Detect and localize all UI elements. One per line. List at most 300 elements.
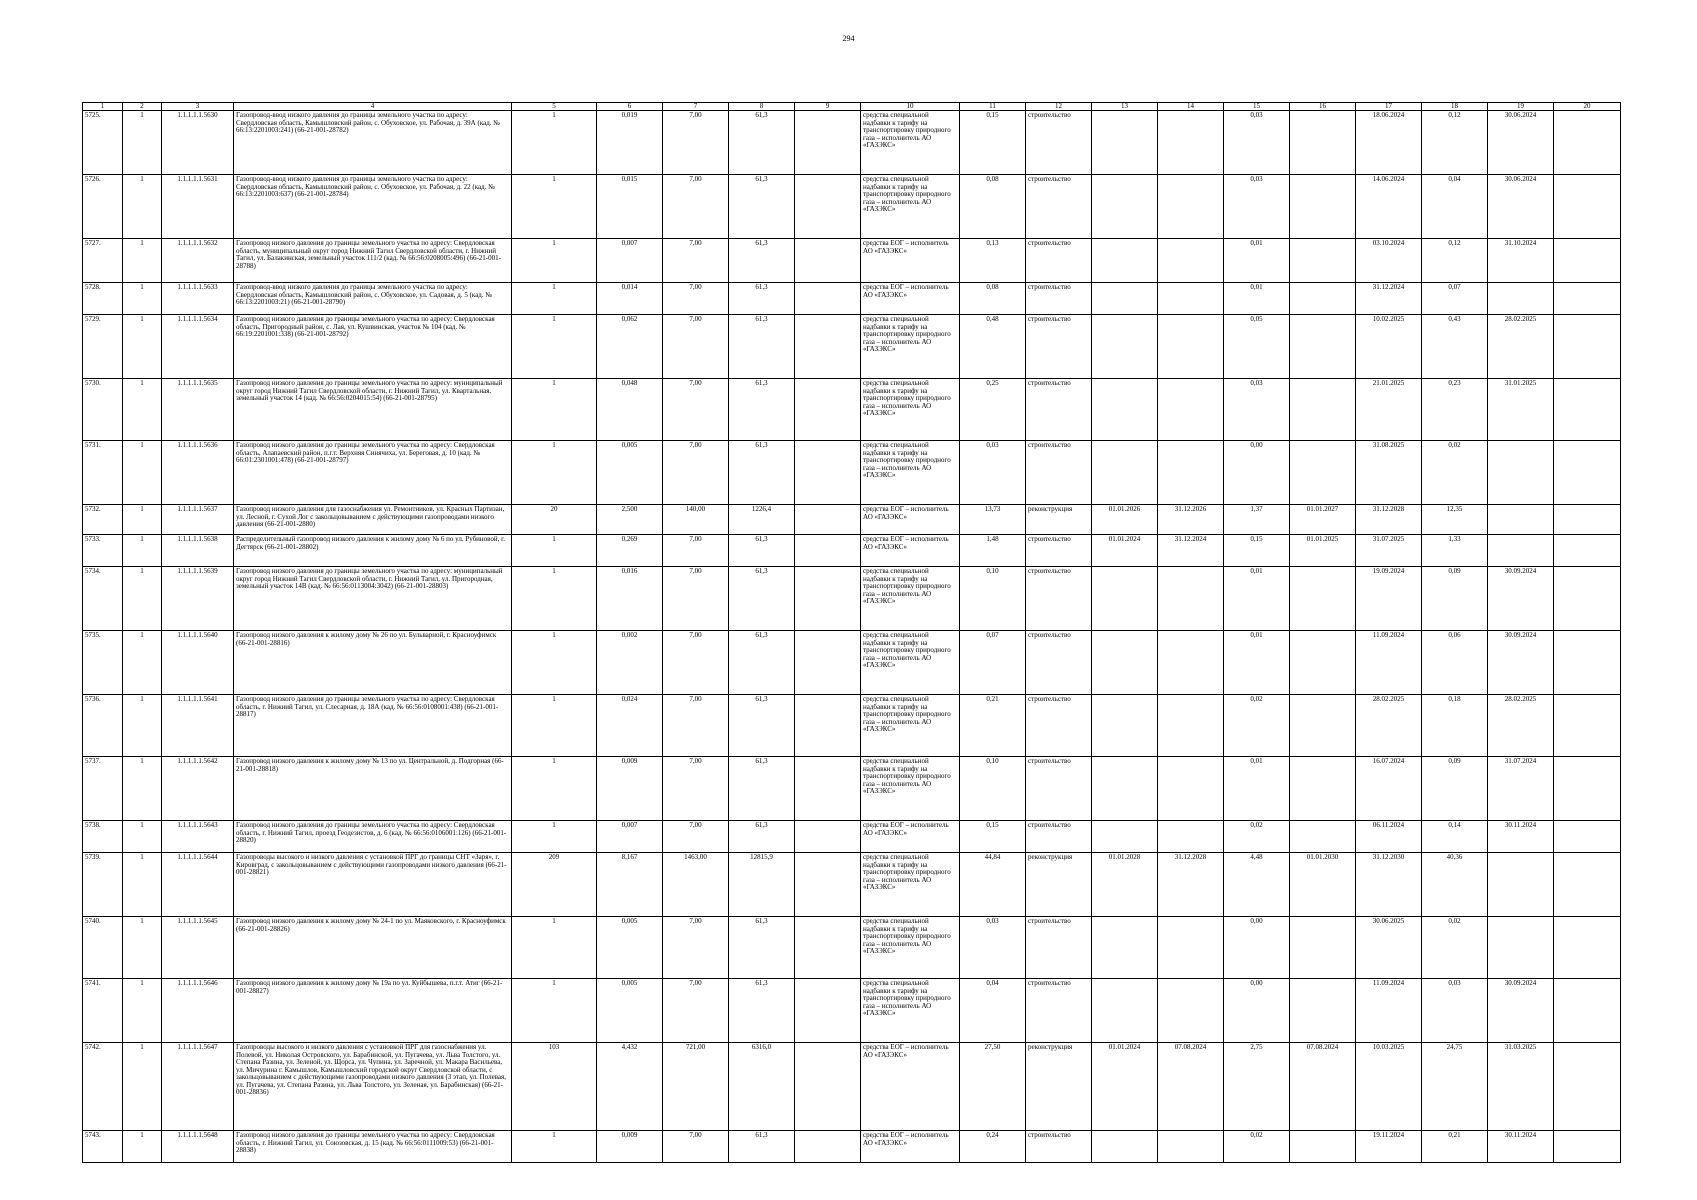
table-cell: 61,3 xyxy=(729,757,795,821)
table-cell: Газопровод низкого давления до границы земельного участка по адресу: муниципальный округ город Нижний Тагил Свердловской области, г. Нижний Тагил, ул. Пригородная, земельный участок 14В (кад. № 66:56:0113004:3042) (66-21-001-28803) xyxy=(234,567,512,631)
table-cell: средства специальной надбавки к тарифу на транспортировку природного газа – исполнитель АО «ГАЗЭКС» xyxy=(861,567,960,631)
table-cell: 0,25 xyxy=(960,379,1026,441)
table-cell: строительство xyxy=(1026,567,1092,631)
table-cell: 28.02.2025 xyxy=(1488,695,1554,757)
column-header: 3 xyxy=(162,103,234,111)
table-cell: 10.02.2025 xyxy=(1356,315,1422,379)
table-cell: 1 xyxy=(512,379,597,441)
table-cell: 0,01 xyxy=(1224,631,1290,695)
table-cell: 0,01 xyxy=(1224,567,1290,631)
table-cell: 30.09.2024 xyxy=(1488,631,1554,695)
table-cell: 0,01 xyxy=(1224,239,1290,283)
table-cell xyxy=(1158,631,1224,695)
table-cell: 7,00 xyxy=(663,567,729,631)
column-header: 18 xyxy=(1422,103,1488,111)
table-cell xyxy=(1092,1131,1158,1163)
table-cell: 1 xyxy=(512,175,597,239)
table-cell xyxy=(1092,757,1158,821)
table-row xyxy=(83,379,1621,441)
table-cell: средства специальной надбавки к тарифу на транспортировку природного газа – исполнитель АО «ГАЗЭКС» xyxy=(861,757,960,821)
table-cell: 0,03 xyxy=(1422,979,1488,1043)
table-cell xyxy=(1290,979,1356,1043)
table-cell xyxy=(1554,757,1621,821)
table-cell: 40,36 xyxy=(1422,853,1488,917)
table-cell xyxy=(795,111,861,175)
table-cell: 1.1.1.1.1.5632 xyxy=(162,239,234,283)
table-cell: 7,00 xyxy=(663,695,729,757)
table-cell: 0,21 xyxy=(960,695,1026,757)
table-cell: 31.01.2025 xyxy=(1488,379,1554,441)
table-cell xyxy=(1554,175,1621,239)
table-row xyxy=(83,757,1621,821)
table-cell: средства специальной надбавки к тарифу на транспортировку природного газа – исполнитель АО «ГАЗЭКС» xyxy=(861,631,960,695)
column-header: 19 xyxy=(1488,103,1554,111)
table-cell: 7,00 xyxy=(663,917,729,979)
table-cell: 1226,4 xyxy=(729,505,795,535)
table-cell: 5743. xyxy=(83,1131,123,1163)
table-cell xyxy=(1554,239,1621,283)
table-cell: 12,35 xyxy=(1422,505,1488,535)
table-row xyxy=(83,111,1621,175)
table-cell: 01.01.2028 xyxy=(1092,853,1158,917)
table-cell: 6316,0 xyxy=(729,1043,795,1131)
table-cell: 0,14 xyxy=(1422,821,1488,853)
table-cell: 01.01.2027 xyxy=(1290,505,1356,535)
column-header: 5 xyxy=(512,103,597,111)
table-cell: 61,3 xyxy=(729,979,795,1043)
table-cell: 1 xyxy=(512,111,597,175)
table-cell xyxy=(795,1043,861,1131)
table-cell xyxy=(795,1131,861,1163)
table-cell: 0,02 xyxy=(1422,441,1488,505)
table-cell: 31.12.2026 xyxy=(1158,505,1224,535)
table-cell: 30.11.2024 xyxy=(1488,1131,1554,1163)
table-cell: 61,3 xyxy=(729,1131,795,1163)
table-cell: 1 xyxy=(123,441,162,505)
table-cell: 31.12.2028 xyxy=(1158,853,1224,917)
table-cell: 7,00 xyxy=(663,441,729,505)
table-cell: 0,15 xyxy=(960,111,1026,175)
table-cell: строительство xyxy=(1026,283,1092,315)
table-cell xyxy=(1092,917,1158,979)
table-cell: 30.06.2024 xyxy=(1488,175,1554,239)
table-cell: 5728. xyxy=(83,283,123,315)
table-cell: 07.08.2024 xyxy=(1290,1043,1356,1131)
table-cell: строительство xyxy=(1026,757,1092,821)
table-cell: 16.07.2024 xyxy=(1356,757,1422,821)
table-cell xyxy=(1554,315,1621,379)
table-cell: 0,02 xyxy=(1422,917,1488,979)
table-cell: строительство xyxy=(1026,175,1092,239)
table-cell xyxy=(1158,239,1224,283)
table-cell: 0,05 xyxy=(1224,315,1290,379)
table-cell: 1.1.1.1.1.5638 xyxy=(162,535,234,567)
table-cell: 14.06.2024 xyxy=(1356,175,1422,239)
table-cell: 01.01.2030 xyxy=(1290,853,1356,917)
table-cell xyxy=(795,757,861,821)
table-cell xyxy=(1290,1131,1356,1163)
table-cell: 0,01 xyxy=(1224,757,1290,821)
table-cell: строительство xyxy=(1026,535,1092,567)
table-cell xyxy=(1158,175,1224,239)
table-cell: средства специальной надбавки к тарифу на транспортировку природного газа – исполнитель АО «ГАЗЭКС» xyxy=(861,441,960,505)
table-cell: 30.06.2024 xyxy=(1488,111,1554,175)
table-cell: 1.1.1.1.1.5635 xyxy=(162,379,234,441)
table-cell xyxy=(1158,821,1224,853)
table-row xyxy=(83,239,1621,283)
table-cell: 1.1.1.1.1.5631 xyxy=(162,175,234,239)
table-cell xyxy=(1158,111,1224,175)
table-cell: 5733. xyxy=(83,535,123,567)
table-cell: 0,15 xyxy=(1224,535,1290,567)
table-cell: средства специальной надбавки к тарифу на транспортировку природного газа – исполнитель АО «ГАЗЭКС» xyxy=(861,111,960,175)
table-cell: 1.1.1.1.1.5642 xyxy=(162,757,234,821)
table-cell xyxy=(795,441,861,505)
table-cell: 1 xyxy=(512,441,597,505)
table-cell xyxy=(1158,917,1224,979)
table-cell xyxy=(1092,379,1158,441)
table-cell: 61,3 xyxy=(729,379,795,441)
table-cell: 0,269 xyxy=(597,535,663,567)
table-cell: строительство xyxy=(1026,379,1092,441)
table-cell: 1.1.1.1.1.5633 xyxy=(162,283,234,315)
table-cell: 5730. xyxy=(83,379,123,441)
data-table xyxy=(82,102,1621,1163)
table-cell: 61,3 xyxy=(729,917,795,979)
table-cell: средства ЕОГ – исполнитель АО «ГАЗЭКС» xyxy=(861,1131,960,1163)
table-cell: реконструкция xyxy=(1026,853,1092,917)
table-cell xyxy=(795,979,861,1043)
table-cell: 01.01.2024 xyxy=(1092,535,1158,567)
column-header: 4 xyxy=(234,103,512,111)
table-cell: 209 xyxy=(512,853,597,917)
table-cell: 0,03 xyxy=(1224,111,1290,175)
table-cell: 19.09.2024 xyxy=(1356,567,1422,631)
table-cell: Газопровод низкого давления до границы земельного участка по адресу: Свердловская область, Алапаевский район, п.г.т. Верхняя Синячиха, ул. Береговая, д. 10 (кад. № 66:01:2301001:478) (66-21-001-28797) xyxy=(234,441,512,505)
table-cell: 1.1.1.1.1.5643 xyxy=(162,821,234,853)
table-cell xyxy=(1290,379,1356,441)
table-cell xyxy=(1092,631,1158,695)
table-cell xyxy=(795,567,861,631)
table-cell: Газопровод низкого давления к жилому дому № 13 по ул. Центральной, д. Подгорная (66-21-001-28818) xyxy=(234,757,512,821)
table-row xyxy=(83,567,1621,631)
table-cell: 1 xyxy=(123,239,162,283)
table-cell: 1.1.1.1.1.5634 xyxy=(162,315,234,379)
table-cell xyxy=(1158,441,1224,505)
column-header: 14 xyxy=(1158,103,1224,111)
table-cell: 5729. xyxy=(83,315,123,379)
table-cell: 1 xyxy=(123,1131,162,1163)
table-cell xyxy=(1488,853,1554,917)
table-row xyxy=(83,1043,1621,1131)
table-cell: 0,007 xyxy=(597,239,663,283)
table-cell: 61,3 xyxy=(729,821,795,853)
table-cell: 1,48 xyxy=(960,535,1026,567)
table-cell: 44,84 xyxy=(960,853,1026,917)
table-cell: 30.09.2024 xyxy=(1488,567,1554,631)
table-cell: 0,10 xyxy=(960,567,1026,631)
table-cell: реконструкция xyxy=(1026,505,1092,535)
table-cell: 5741. xyxy=(83,979,123,1043)
table-cell: 1.1.1.1.1.5637 xyxy=(162,505,234,535)
table-cell xyxy=(1158,979,1224,1043)
table-cell xyxy=(1554,979,1621,1043)
table-cell xyxy=(795,535,861,567)
table-cell: 1 xyxy=(123,757,162,821)
table-cell: 1463,00 xyxy=(663,853,729,917)
table-cell: 01.01.2024 xyxy=(1092,1043,1158,1131)
table-row xyxy=(83,535,1621,567)
table-cell: 5734. xyxy=(83,567,123,631)
table-cell: 0,00 xyxy=(1224,441,1290,505)
table-cell: Газопровод низкого давления до границы земельного участка по адресу: Свердловская область, муниципальный округ город Нижний Тагил Свердловской области, г. Нижний Тагил, ул. Балакинская, земельный участок 111/2 (кад. № 66:56:0208005:496) (66-21-001-28788) xyxy=(234,239,512,283)
table-cell: 5738. xyxy=(83,821,123,853)
table-cell: 1.1.1.1.1.5639 xyxy=(162,567,234,631)
table-cell: 0,03 xyxy=(960,441,1026,505)
column-header: 2 xyxy=(123,103,162,111)
table-cell: Газопровод-ввод низкого давления до границы земельного участка по адресу: Свердловская область, Камышловский район, с. Обуховское, ул. Рабочая, д. 22 (кад. № 66:13:2201003:637) (66-21-001-28784) xyxy=(234,175,512,239)
table-cell: 7,00 xyxy=(663,757,729,821)
table-cell xyxy=(1554,283,1621,315)
table-cell: 7,00 xyxy=(663,315,729,379)
table-cell: 5725. xyxy=(83,111,123,175)
table-cell: 7,00 xyxy=(663,239,729,283)
table-cell: 1.1.1.1.1.5636 xyxy=(162,441,234,505)
table-cell xyxy=(795,505,861,535)
table-cell: 18.06.2024 xyxy=(1356,111,1422,175)
table-cell xyxy=(1488,917,1554,979)
table-cell xyxy=(1092,441,1158,505)
table-cell: 0,03 xyxy=(1224,379,1290,441)
table-cell: 07.08.2024 xyxy=(1158,1043,1224,1131)
table-cell: 0,12 xyxy=(1422,111,1488,175)
table-cell xyxy=(1554,1043,1621,1131)
table-cell: 1,37 xyxy=(1224,505,1290,535)
table-cell: 0,04 xyxy=(1422,175,1488,239)
table-cell: средства специальной надбавки к тарифу на транспортировку природного газа – исполнитель АО «ГАЗЭКС» xyxy=(861,979,960,1043)
table-row xyxy=(83,979,1621,1043)
table-cell xyxy=(1092,315,1158,379)
table-cell xyxy=(1554,441,1621,505)
table-cell xyxy=(1158,315,1224,379)
table-cell: 01.01.2026 xyxy=(1092,505,1158,535)
table-cell xyxy=(795,695,861,757)
table-cell: 1 xyxy=(512,1131,597,1163)
table-cell: 0,07 xyxy=(960,631,1026,695)
table-cell: 1 xyxy=(123,853,162,917)
table-cell: 61,3 xyxy=(729,175,795,239)
table-cell: 1 xyxy=(512,283,597,315)
column-header: 7 xyxy=(663,103,729,111)
table-cell: 1.1.1.1.1.5645 xyxy=(162,917,234,979)
table-cell: 61,3 xyxy=(729,567,795,631)
table-cell: 0,062 xyxy=(597,315,663,379)
table-cell: 1 xyxy=(123,979,162,1043)
column-header: 8 xyxy=(729,103,795,111)
table-cell: 0,06 xyxy=(1422,631,1488,695)
table-row xyxy=(83,283,1621,315)
table-cell xyxy=(1158,1131,1224,1163)
table-cell: 1 xyxy=(123,917,162,979)
table-cell: 1 xyxy=(512,631,597,695)
table-cell: 1.1.1.1.1.5640 xyxy=(162,631,234,695)
page-number: 294 xyxy=(842,34,855,43)
table-cell: 1 xyxy=(123,535,162,567)
table-cell: 5739. xyxy=(83,853,123,917)
table-row xyxy=(83,175,1621,239)
table-cell: 1 xyxy=(123,175,162,239)
table-row xyxy=(83,917,1621,979)
table-cell: 13,73 xyxy=(960,505,1026,535)
table-cell: 0,009 xyxy=(597,1131,663,1163)
table-cell: 0,15 xyxy=(960,821,1026,853)
table-cell: средства ЕОГ – исполнитель АО «ГАЗЭКС» xyxy=(861,1043,960,1131)
table-cell: строительство xyxy=(1026,979,1092,1043)
header-row xyxy=(83,103,1621,111)
table-cell xyxy=(1158,379,1224,441)
table-cell: Газопровод низкого давления для газоснабжения ул. Ремонтников, ул. Красных Партизан, ул. Лесной, г. Сухой Лог с закольцовыванием с действующими газопроводами низкого давления (66-21-001-2880) xyxy=(234,505,512,535)
table-cell: 1.1.1.1.1.5647 xyxy=(162,1043,234,1131)
table-cell xyxy=(1092,567,1158,631)
table-cell: 1 xyxy=(512,315,597,379)
table-cell: 8,167 xyxy=(597,853,663,917)
table-cell: 28.02.2025 xyxy=(1488,315,1554,379)
table-cell: 11.09.2024 xyxy=(1356,979,1422,1043)
table-cell: средства специальной надбавки к тарифу на транспортировку природного газа – исполнитель АО «ГАЗЭКС» xyxy=(861,379,960,441)
table-cell: 7,00 xyxy=(663,631,729,695)
table-cell: 0,48 xyxy=(960,315,1026,379)
table-cell: средства ЕОГ – исполнитель АО «ГАЗЭКС» xyxy=(861,821,960,853)
table-cell: 721,00 xyxy=(663,1043,729,1131)
table-cell: 0,016 xyxy=(597,567,663,631)
table-cell: Газопровод низкого давления до границы земельного участка по адресу: Свердловская область, г. Нижний Тагил, ул. Союзовская, д. 15 (кад. № 66:56:0111009:53) (66-21-001-28838) xyxy=(234,1131,512,1163)
table-cell: 30.11.2024 xyxy=(1488,821,1554,853)
table-cell: 0,10 xyxy=(960,757,1026,821)
table-cell xyxy=(795,917,861,979)
table-cell xyxy=(1554,111,1621,175)
table-cell xyxy=(1290,175,1356,239)
table-cell: 7,00 xyxy=(663,283,729,315)
table-row xyxy=(83,853,1621,917)
table-cell: 1 xyxy=(123,631,162,695)
table-cell: 7,00 xyxy=(663,979,729,1043)
table-cell: 61,3 xyxy=(729,111,795,175)
table-cell xyxy=(1554,695,1621,757)
table-cell: 5740. xyxy=(83,917,123,979)
table-cell xyxy=(1290,821,1356,853)
table-cell: 0,03 xyxy=(1224,175,1290,239)
table-row xyxy=(83,505,1621,535)
table-cell: Газопровод-ввод низкого давления до границы земельного участка по адресу: Свердловская область, Камышловский район, с. Обуховское, ул. Садовая, д. 5 (кад. № 66:13:2201003:21) (66-21-001-28790) xyxy=(234,283,512,315)
table-cell: 1 xyxy=(512,917,597,979)
table-row xyxy=(83,695,1621,757)
table-cell: строительство xyxy=(1026,315,1092,379)
table-cell: 7,00 xyxy=(663,175,729,239)
table-cell: 0,048 xyxy=(597,379,663,441)
table-cell: 0,08 xyxy=(960,175,1026,239)
table-cell: 0,014 xyxy=(597,283,663,315)
table-cell: 31.12.2028 xyxy=(1356,505,1422,535)
table-cell: 0,015 xyxy=(597,175,663,239)
table-cell xyxy=(1158,567,1224,631)
table-cell xyxy=(1158,695,1224,757)
table-cell: 2,75 xyxy=(1224,1043,1290,1131)
table-cell: 1 xyxy=(123,695,162,757)
table-cell: строительство xyxy=(1026,821,1092,853)
table-cell xyxy=(1554,535,1621,567)
table-cell: 12815,9 xyxy=(729,853,795,917)
table-cell: реконструкция xyxy=(1026,1043,1092,1131)
table-cell: Газопроводы высокого и низкого давления с установкой ПРГ для газоснабжения ул. Полевой, ул. Николая Островского, ул. Барабинской, ул. Пугачева, ул. Льва Толстого, ул. Степана Разина, ул. Зеленой, ул. Щорса, ул. Чупина, ул. Заречной, ул. Макара Васильева, ул. Мичурина г. Камышлов, Камышловский городской округ Свердловской области, с закольцовыванием с действующими газопроводами низкого давления (3 этап, ул. Полевая, ул. Пугачева, ул. Степана Разина, ул. Льва Толстого, ул. Зеленая, ул. Барабинская) (66-21-001-28836) xyxy=(234,1043,512,1131)
table-cell xyxy=(1290,917,1356,979)
table-cell: 0,09 xyxy=(1422,567,1488,631)
table-cell: строительство xyxy=(1026,695,1092,757)
table-cell xyxy=(1488,505,1554,535)
table-cell: 5735. xyxy=(83,631,123,695)
table-cell: 0,00 xyxy=(1224,979,1290,1043)
table-cell: Газопровод низкого давления до границы земельного участка по адресу: Свердловская область, г. Нижний Тагил, ул. Слесарная, д. 18А (кад. № 66:56:0108001:438) (66-21-001-28817) xyxy=(234,695,512,757)
table-cell: 1.1.1.1.1.5648 xyxy=(162,1131,234,1163)
table-cell: 7,00 xyxy=(663,821,729,853)
table-cell xyxy=(1092,695,1158,757)
table-cell: строительство xyxy=(1026,239,1092,283)
table-cell: 7,00 xyxy=(663,1131,729,1163)
table-cell: 2,500 xyxy=(597,505,663,535)
table-cell: 1,33 xyxy=(1422,535,1488,567)
table-cell: средства специальной надбавки к тарифу на транспортировку природного газа – исполнитель АО «ГАЗЭКС» xyxy=(861,853,960,917)
table-cell: 1 xyxy=(512,535,597,567)
table-cell: средства ЕОГ – исполнитель АО «ГАЗЭКС» xyxy=(861,535,960,567)
table-cell: Газопровод низкого давления к жилому дому № 24-1 по ул. Маяковского, г. Красноуфимск (66-21-001-28826) xyxy=(234,917,512,979)
table-cell: 1 xyxy=(123,821,162,853)
table-cell: 28.02.2025 xyxy=(1356,695,1422,757)
table-cell xyxy=(1158,283,1224,315)
table-cell xyxy=(795,853,861,917)
table-cell: 0,009 xyxy=(597,757,663,821)
table-cell: 1 xyxy=(123,283,162,315)
table-cell: 0,43 xyxy=(1422,315,1488,379)
table-cell xyxy=(795,379,861,441)
table-cell: 7,00 xyxy=(663,535,729,567)
table-cell xyxy=(1488,283,1554,315)
table-cell: 10.03.2025 xyxy=(1356,1043,1422,1131)
table-cell: 1 xyxy=(123,505,162,535)
table-cell: 0,002 xyxy=(597,631,663,695)
table-cell: 61,3 xyxy=(729,315,795,379)
table-cell xyxy=(1554,505,1621,535)
table-cell xyxy=(795,631,861,695)
table-cell: 1.1.1.1.1.5644 xyxy=(162,853,234,917)
table-cell xyxy=(795,821,861,853)
table-cell xyxy=(1290,567,1356,631)
column-header: 10 xyxy=(861,103,960,111)
table-cell: 0,04 xyxy=(960,979,1026,1043)
table-cell: 1 xyxy=(512,821,597,853)
table-cell: 0,007 xyxy=(597,821,663,853)
table-cell: 1.1.1.1.1.5646 xyxy=(162,979,234,1043)
table-cell xyxy=(1290,441,1356,505)
table-cell: 31.07.2025 xyxy=(1356,535,1422,567)
table-cell: 4,48 xyxy=(1224,853,1290,917)
table-cell: Газопроводы высокого и низкого давления с установкой ПРГ до границы СНТ «Заря», г. Кировград, с закольцовыванием с действующими газопроводами низкого давления (66-21-001-28821) xyxy=(234,853,512,917)
table-cell: 31.10.2024 xyxy=(1488,239,1554,283)
table-cell: 01.01.2025 xyxy=(1290,535,1356,567)
column-header: 17 xyxy=(1356,103,1422,111)
table-cell xyxy=(1290,239,1356,283)
table-cell: 1 xyxy=(123,315,162,379)
table-cell: 0,005 xyxy=(597,441,663,505)
table-cell: 21.01.2025 xyxy=(1356,379,1422,441)
